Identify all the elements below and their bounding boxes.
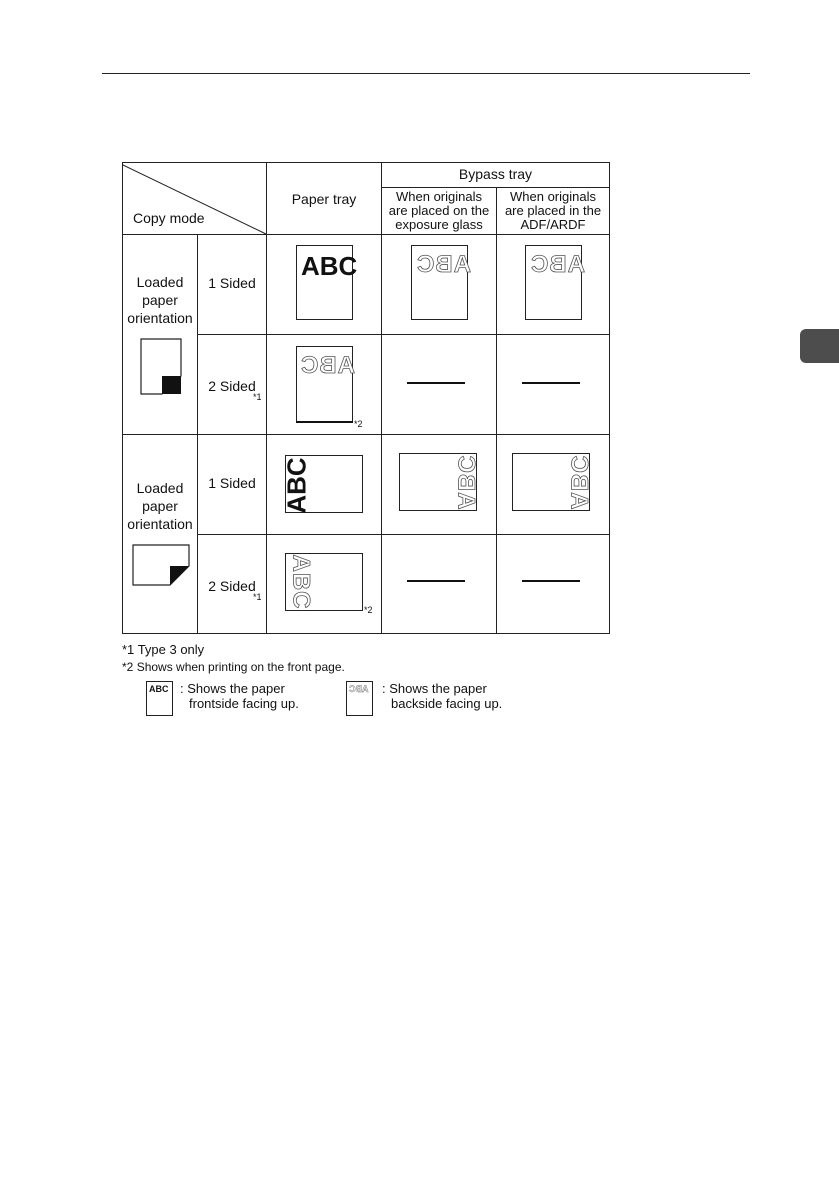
g1-r2-paper-tray-sheet: ABC [296, 346, 353, 422]
g2-r2-paper-tray-sheet: ABC [285, 553, 363, 611]
chapter-tab [800, 329, 839, 363]
g1-r2-edge-mark [296, 421, 353, 423]
copy-mode-label: Copy mode [133, 210, 205, 226]
paper-tray-header: Paper tray [291, 191, 357, 207]
legend-front-sample: ABC [146, 681, 173, 716]
group2-label: Loaded paper orientation [127, 480, 193, 532]
g1-row2-sup2: *2 [354, 419, 363, 429]
g1-r2-glass-na [407, 382, 465, 384]
bypass-tray-header: Bypass tray [458, 166, 533, 182]
landscape-paper-icon [132, 544, 192, 588]
bypass-glass-header: When originals are placed on the exposure glass [388, 189, 490, 232]
group1-label: Loaded paper orientation [127, 274, 193, 326]
g1-r1-adf-sheet: ABC [525, 245, 582, 320]
g1-row2-sup1: *1 [253, 392, 262, 402]
g1-row1-mode: 1 Sided [208, 275, 256, 291]
portrait-paper-icon [140, 338, 184, 396]
header-rule [102, 73, 750, 74]
g1-r2-adf-na [522, 382, 580, 384]
legend-front-desc: : Shows the paper frontside facing up. [180, 681, 299, 711]
footnote-2: *2 Shows when printing on the front page. [122, 660, 345, 674]
bypass-adf-header: When originals are placed in the ADF/ARDF [504, 189, 602, 232]
g2-row2-sup2: *2 [364, 605, 373, 615]
g2-r2-adf-na [522, 580, 580, 582]
g2-row1-mode: 1 Sided [208, 475, 256, 491]
g2-r1-glass-sheet: ABC [399, 453, 477, 511]
g2-r1-paper-tray-sheet: ABC [285, 455, 363, 513]
g2-r1-adf-sheet: ABC [512, 453, 590, 511]
g2-r2-glass-na [407, 580, 465, 582]
legend-back-desc: : Shows the paper backside facing up. [382, 681, 503, 711]
legend-back-sample: ABC [346, 681, 373, 716]
g1-r1-paper-tray-sheet: ABC [296, 245, 353, 320]
footnote-1: *1 Type 3 only [122, 642, 205, 657]
g2-row2-mode: 2 Sided [208, 578, 256, 594]
g2-row2-sup1: *1 [253, 592, 262, 602]
g1-row2-mode: 2 Sided [208, 378, 256, 394]
g1-r1-glass-sheet: ABC [411, 245, 468, 320]
copy-mode-table [122, 162, 610, 634]
